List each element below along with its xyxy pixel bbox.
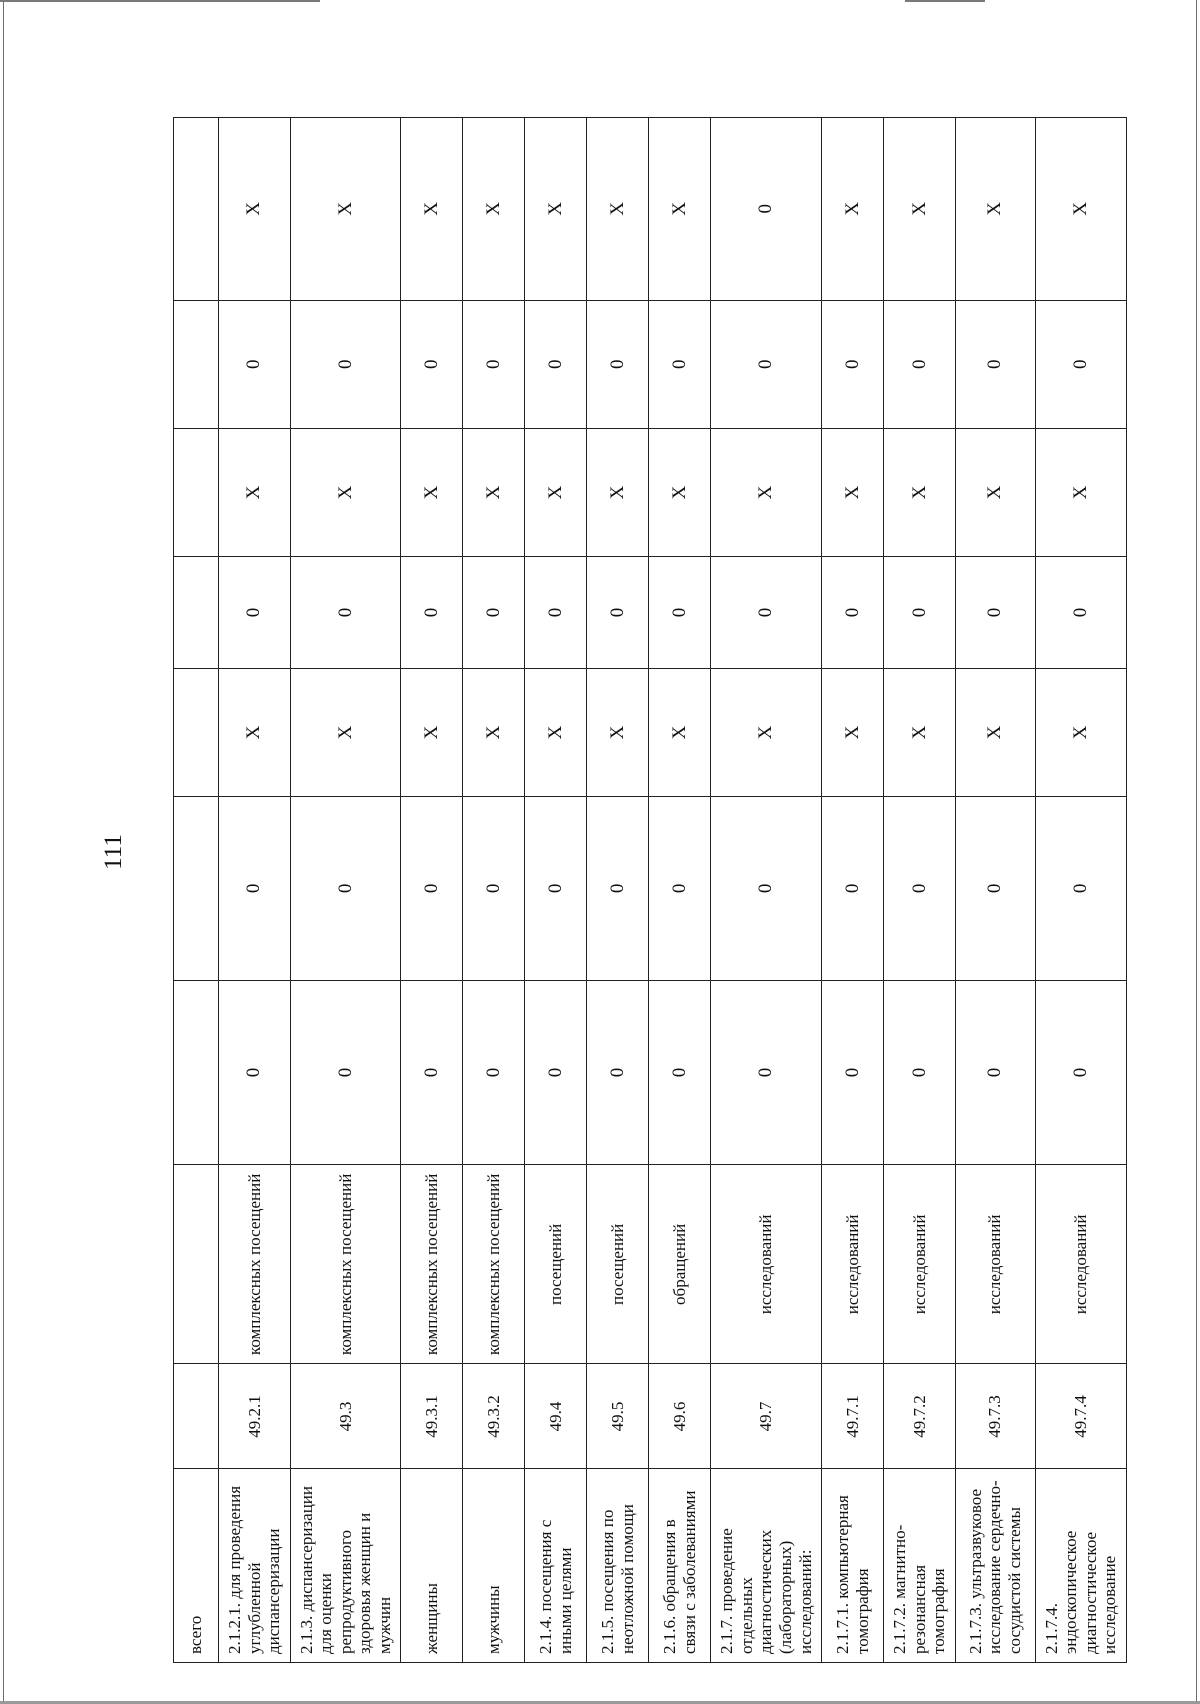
row-value-cell: X: [401, 118, 463, 301]
row-value-cell: 0: [884, 300, 956, 428]
table-row: [290, 118, 401, 1663]
row-value-cell: 0: [822, 980, 884, 1165]
row-value-cell: 0: [822, 797, 884, 981]
row-value-cell: X: [525, 668, 587, 796]
row-value-cell: 0: [587, 300, 649, 428]
row-code-cell: 49.3.2: [463, 1364, 525, 1469]
table-row: [401, 118, 463, 1663]
row-code-cell: [174, 1364, 219, 1469]
row-value-cell: X: [711, 428, 822, 556]
row-value-cell: 0: [401, 797, 463, 981]
row-value-cell: [174, 797, 219, 981]
row-unit-cell: исследований: [884, 1165, 956, 1364]
row-name-cell: 2.1.2.1. для проведения углубленной диспансеризации: [219, 1469, 291, 1663]
row-value-cell: 0: [649, 797, 711, 981]
row-code-cell: 49.6: [649, 1364, 711, 1469]
row-value-cell: [174, 428, 219, 556]
row-name-cell: мужчины: [463, 1469, 525, 1663]
row-value-cell: 0: [1035, 797, 1126, 981]
row-value-cell: X: [401, 668, 463, 796]
row-value-cell: 0: [1035, 300, 1126, 428]
row-value-cell: X: [955, 118, 1035, 301]
scan-top-mark: [905, 0, 985, 2]
row-value-cell: 0: [463, 557, 525, 669]
row-value-cell: X: [711, 668, 822, 796]
row-name-cell: 2.1.7.2. магнитно-резонансная томография: [884, 1469, 956, 1663]
row-name-cell: 2.1.7. проведение отдельных диагностических (лабораторных) исследований:: [711, 1469, 822, 1663]
row-value-cell: 0: [290, 300, 401, 428]
row-value-cell: 0: [884, 557, 956, 669]
row-value-cell: 0: [463, 980, 525, 1165]
row-value-cell: X: [463, 118, 525, 301]
row-value-cell: X: [290, 428, 401, 556]
row-value-cell: 0: [587, 557, 649, 669]
row-value-cell: X: [649, 428, 711, 556]
table-row: [822, 118, 884, 1663]
row-code-cell: 49.7.1: [822, 1364, 884, 1469]
row-value-cell: X: [525, 428, 587, 556]
row-value-cell: 0: [290, 980, 401, 1165]
row-unit-cell: комплексных посещений: [219, 1165, 291, 1364]
row-value-cell: 0: [955, 557, 1035, 669]
row-name-cell: всего: [174, 1469, 219, 1663]
row-value-cell: X: [1035, 118, 1126, 301]
row-value-cell: [174, 300, 219, 428]
row-value-cell: 0: [711, 300, 822, 428]
row-value-cell: X: [587, 428, 649, 556]
row-value-cell: X: [290, 668, 401, 796]
row-value-cell: X: [463, 668, 525, 796]
table-row: [587, 118, 649, 1663]
row-value-cell: X: [1035, 428, 1126, 556]
row-value-cell: 0: [649, 557, 711, 669]
row-value-cell: X: [219, 668, 291, 796]
row-unit-cell: посещений: [525, 1165, 587, 1364]
scan-edge-right: [1196, 0, 1197, 1704]
table-row: [525, 118, 587, 1663]
row-value-cell: 0: [1035, 557, 1126, 669]
table-row: [463, 118, 525, 1663]
row-value-cell: 0: [525, 797, 587, 981]
table-row: [711, 118, 822, 1663]
row-value-cell: X: [884, 668, 956, 796]
row-code-cell: 49.7: [711, 1364, 822, 1469]
row-value-cell: 0: [955, 300, 1035, 428]
row-value-cell: 0: [649, 300, 711, 428]
row-value-cell: [174, 980, 219, 1165]
data-table: [173, 117, 1127, 1663]
row-unit-cell: [174, 1165, 219, 1364]
row-code-cell: 49.7.3: [955, 1364, 1035, 1469]
row-value-cell: X: [219, 428, 291, 556]
table-row: [955, 118, 1035, 1663]
row-value-cell: [174, 557, 219, 669]
row-value-cell: 0: [219, 300, 291, 428]
row-name-cell: 2.1.7.1. компьютерная томография: [822, 1469, 884, 1663]
row-unit-cell: исследований: [1035, 1165, 1126, 1364]
row-value-cell: X: [822, 118, 884, 301]
row-value-cell: X: [822, 428, 884, 556]
row-value-cell: 0: [401, 980, 463, 1165]
table-row: [1035, 118, 1126, 1663]
row-name-cell: 2.1.4. посещения с иными целями: [525, 1469, 587, 1663]
row-value-cell: 0: [649, 980, 711, 1165]
row-value-cell: 0: [219, 557, 291, 669]
row-unit-cell: посещений: [587, 1165, 649, 1364]
row-value-cell: 0: [587, 797, 649, 981]
scan-top-mark: [0, 0, 320, 2]
row-value-cell: 0: [822, 300, 884, 428]
row-value-cell: 0: [884, 980, 956, 1165]
table-body: [174, 118, 1127, 1663]
row-value-cell: X: [587, 118, 649, 301]
row-code-cell: 49.4: [525, 1364, 587, 1469]
row-value-cell: 0: [525, 980, 587, 1165]
row-value-cell: 0: [290, 557, 401, 669]
row-value-cell: 0: [711, 557, 822, 669]
row-value-cell: X: [822, 668, 884, 796]
row-unit-cell: комплексных посещений: [401, 1165, 463, 1364]
row-value-cell: 0: [822, 557, 884, 669]
row-value-cell: 0: [401, 300, 463, 428]
row-value-cell: 0: [955, 980, 1035, 1165]
page-number: 111: [100, 834, 127, 870]
row-unit-cell: исследований: [955, 1165, 1035, 1364]
row-code-cell: 49.7.2: [884, 1364, 956, 1469]
row-value-cell: X: [587, 668, 649, 796]
row-value-cell: 0: [463, 300, 525, 428]
row-unit-cell: комплексных посещений: [290, 1165, 401, 1364]
row-value-cell: X: [219, 118, 291, 301]
row-code-cell: 49.5: [587, 1364, 649, 1469]
row-value-cell: 0: [955, 797, 1035, 981]
row-value-cell: 0: [711, 797, 822, 981]
row-value-cell: X: [290, 118, 401, 301]
row-name-cell: женщины: [401, 1469, 463, 1663]
row-unit-cell: исследований: [711, 1165, 822, 1364]
row-code-cell: 49.3.1: [401, 1364, 463, 1469]
row-value-cell: X: [401, 428, 463, 556]
row-name-cell: 2.1.7.4. эндоскопическое диагностическое исследование: [1035, 1469, 1126, 1663]
row-name-cell: 2.1.3. диспансеризации для оценки репродуктивного здоровья женщин и мужчин: [290, 1469, 401, 1663]
row-name-cell: 2.1.7.3. ультразвуковое исследование сердечно-сосудистой системы: [955, 1469, 1035, 1663]
row-name-cell: 2.1.6. обращения в связи с заболеваниями: [649, 1469, 711, 1663]
table-row: [219, 118, 291, 1663]
row-value-cell: X: [884, 118, 956, 301]
row-value-cell: [174, 668, 219, 796]
row-unit-cell: исследований: [822, 1165, 884, 1364]
row-value-cell: 0: [219, 980, 291, 1165]
row-value-cell: X: [525, 118, 587, 301]
row-value-cell: 0: [219, 797, 291, 981]
row-value-cell: X: [884, 428, 956, 556]
row-value-cell: 0: [463, 797, 525, 981]
row-name-cell: 2.1.5. посещения по неотложной помощи: [587, 1469, 649, 1663]
row-code-cell: 49.3: [290, 1364, 401, 1469]
row-value-cell: X: [955, 428, 1035, 556]
row-value-cell: 0: [711, 118, 822, 301]
row-value-cell: 0: [884, 797, 956, 981]
row-value-cell: 0: [401, 557, 463, 669]
table-row: [649, 118, 711, 1663]
table-row: [174, 118, 219, 1663]
rotated-table-container: [173, 117, 1120, 1663]
row-value-cell: 0: [525, 300, 587, 428]
row-value-cell: X: [649, 668, 711, 796]
row-unit-cell: обращений: [649, 1165, 711, 1364]
row-value-cell: 0: [525, 557, 587, 669]
row-code-cell: 49.7.4: [1035, 1364, 1126, 1469]
row-value-cell: X: [463, 428, 525, 556]
row-value-cell: X: [649, 118, 711, 301]
row-value-cell: 0: [587, 980, 649, 1165]
row-value-cell: 0: [711, 980, 822, 1165]
row-value-cell: 0: [290, 797, 401, 981]
row-value-cell: X: [1035, 668, 1126, 796]
row-value-cell: 0: [1035, 980, 1126, 1165]
row-value-cell: X: [955, 668, 1035, 796]
row-unit-cell: комплексных посещений: [463, 1165, 525, 1364]
scan-edge-left: [3, 0, 4, 1704]
row-value-cell: [174, 118, 219, 301]
table-row: [884, 118, 956, 1663]
row-code-cell: 49.2.1: [219, 1364, 291, 1469]
